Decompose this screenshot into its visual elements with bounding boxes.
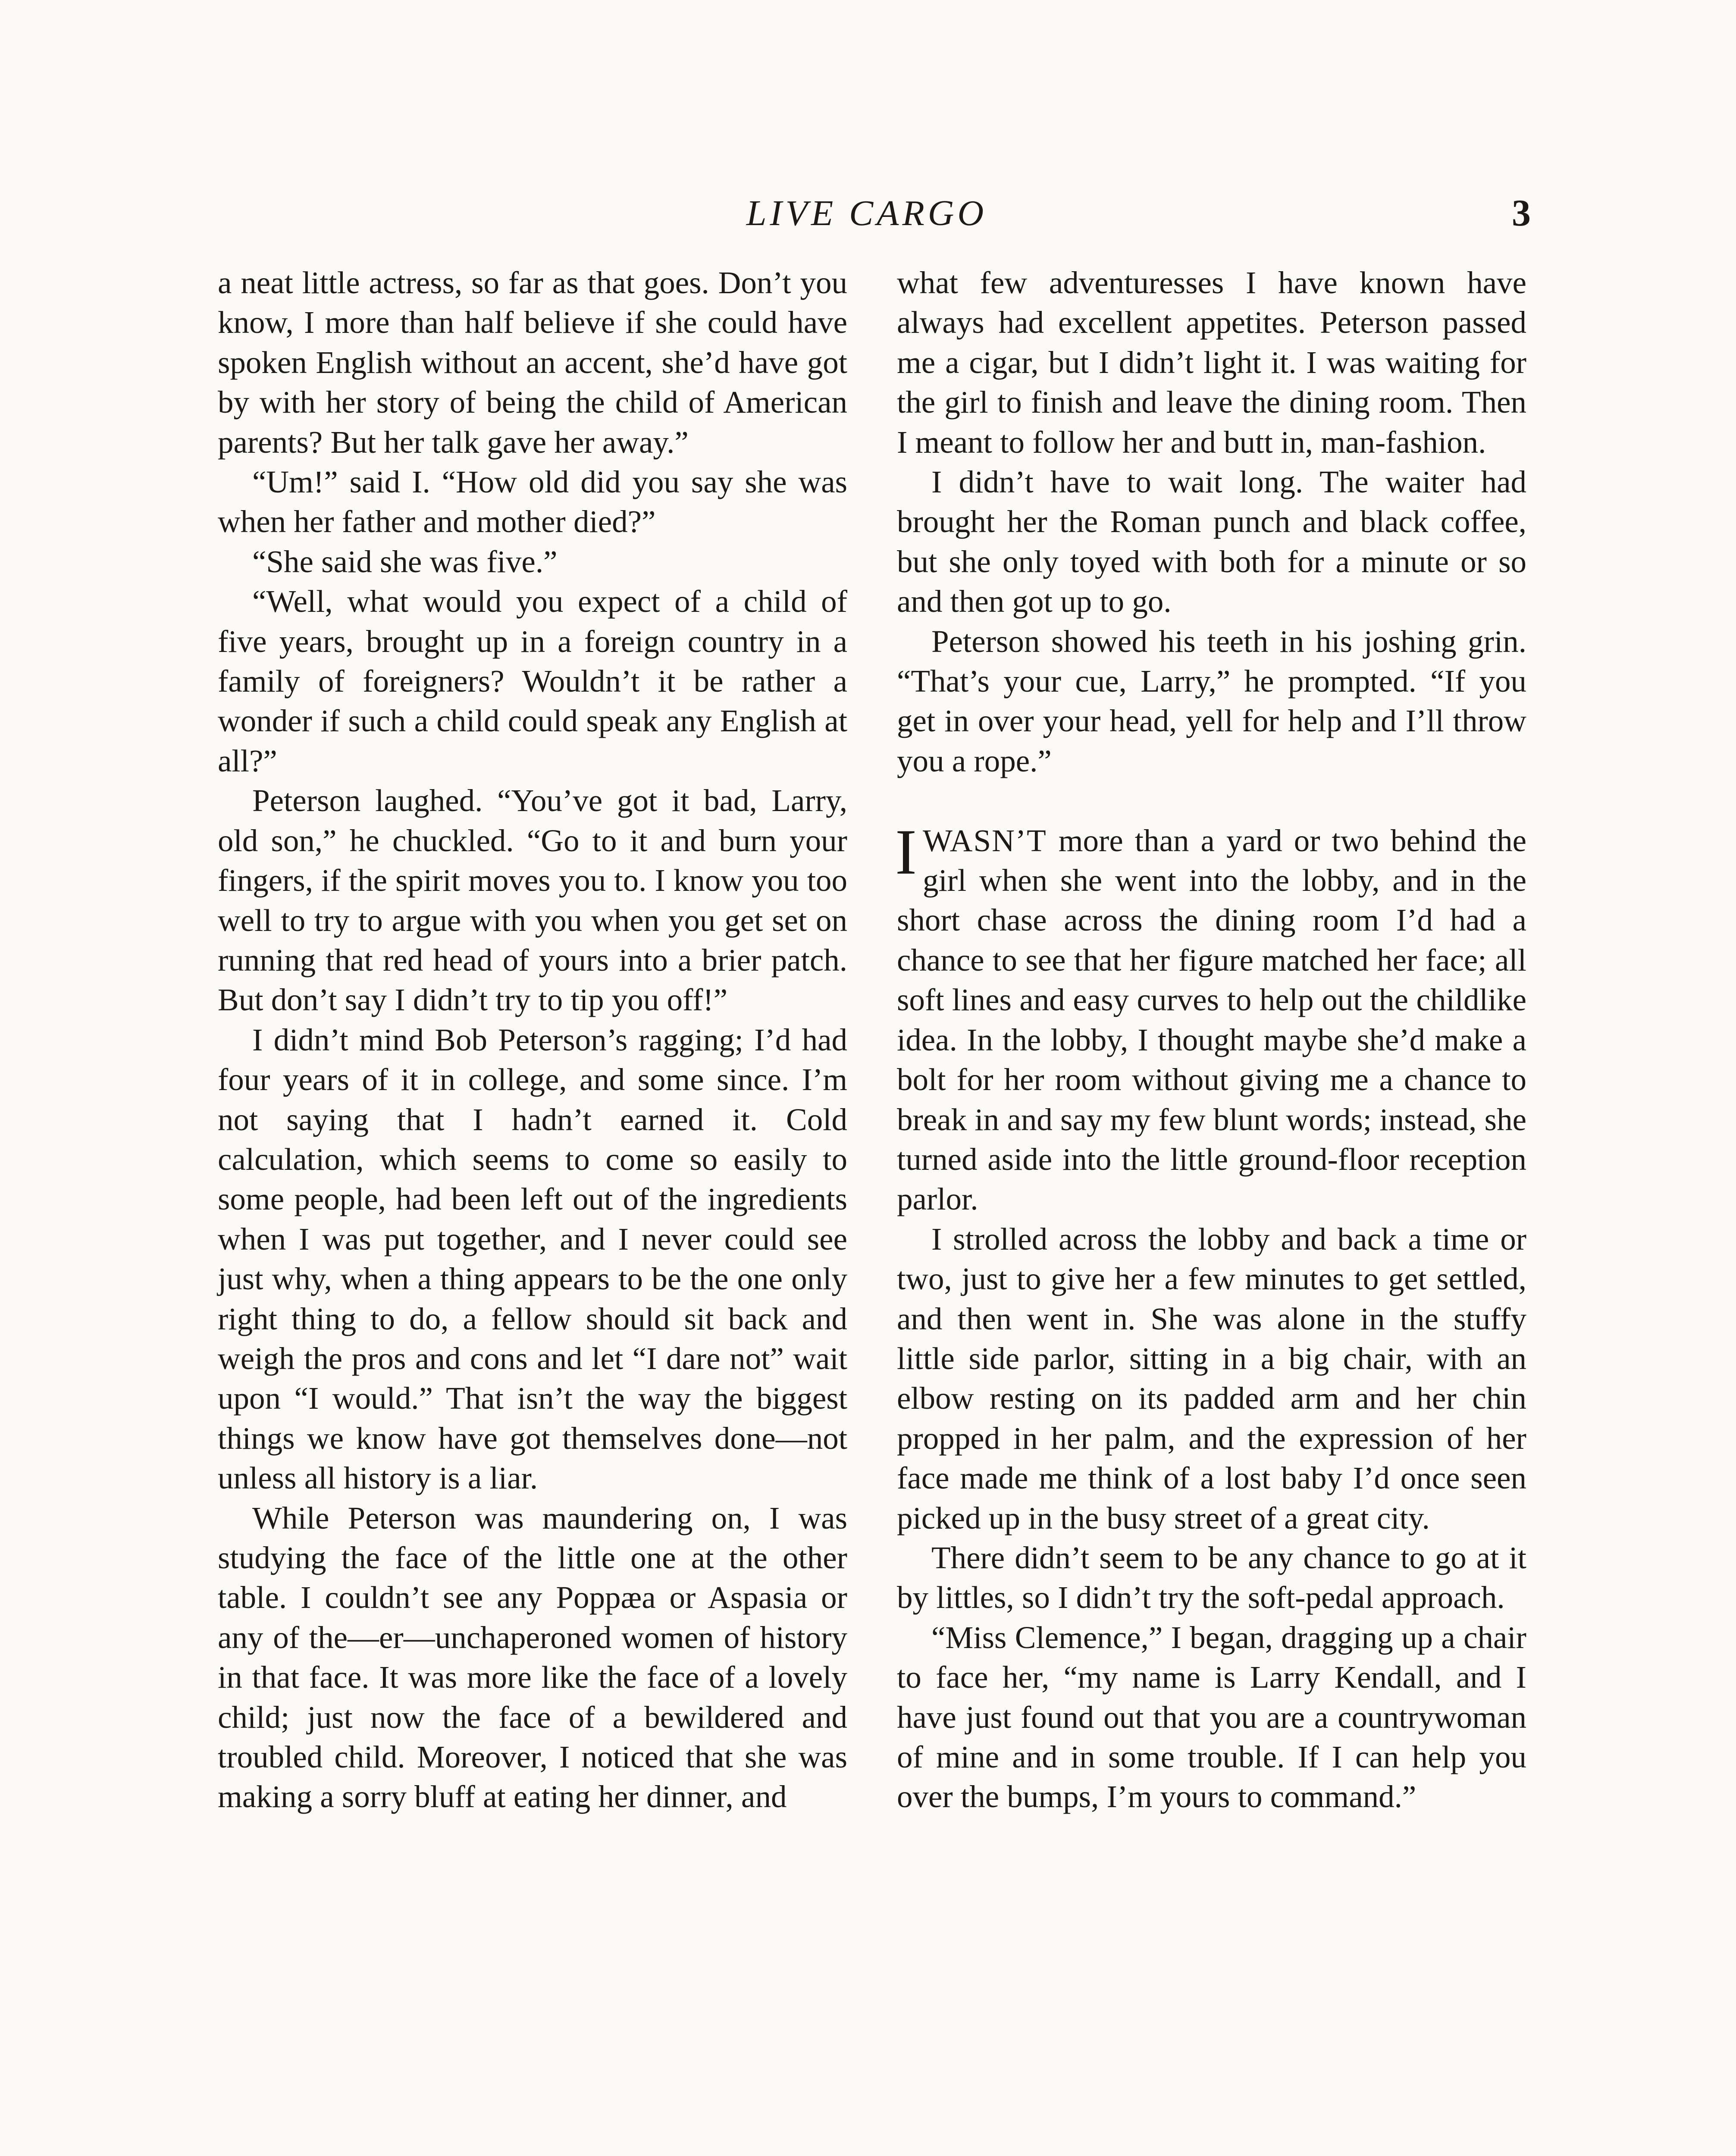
running-title: LIVE CARGO [746,193,987,233]
page-number: 3 [1512,192,1531,234]
paragraph: “Miss Clemence,” I began, dragging up a chair to face her, “my name is Larry Kendall, and I have just found out that you are a countrywoman of mine and in some trouble. If I can help you over the bumps, I’m yours to command.” [897,1620,1526,1814]
paragraph: I didn’t have to wait long. The waiter had brought her the Roman punch and black coffee, but she only toyed with both for a minute or so and then got up to go. [897,464,1526,619]
paragraph: Peterson showed his teeth in his joshing grin. “That’s your cue, Larry,” he prompted. “If you get in over your head, yell for help and I’ll throw you a rope.” [897,624,1526,778]
paragraph: I strolled across the lobby and back a time or two, just to give her a few minutes to get settled, and then went in. She was alone in the stuffy little side parlor, sitting in a big chair, with an elbow resting on its padded arm and her chin propped in her palm, and the expression of her face made me think of a lost baby I’d once seen picked up in the busy street of a great city. [897,1221,1526,1536]
paragraph: “She said she was five.” [252,544,558,579]
paragraph: While Peterson was maundering on, I was studying the face of the little one at the other table. I couldn’t see any Poppæa or Aspasia or any of the—er—unchaperoned women of history in that face. It was more like the face of a lovely child; just now the face of a bewildered and troubled child. Moreover, I noticed that she was making a sorry bluff at eating her dinner, and [218,1500,847,1814]
paragraph: “Um!” said I. “How old did you say she was when her father and mother died?” [218,464,847,539]
paragraph-continued: what few adventuresses I have known have always had excellent appetites. Peterson passed me a cigar, but I didn’t light it. I was waiting for the girl to finish and leave the dining room. Then I meant to follow her and butt in, man-fashion. [897,265,1526,460]
paragraph: “Well, what would you expect of a child of five years, brought up in a foreign country in a family of foreigners? Wouldn’t it be rather a wonder if such a child could speak any English at all?” [218,584,847,778]
page-header [0,185,1736,241]
right-column [897,263,1526,1817]
dropcap-paragraph-text: more than a yard or two behind the girl when she went into the lobby, and in the short chase across the dining room I’d had a chance to see that her figure matched her face; all soft lines and easy curves to help out the childlike idea. In the lobby, I thought maybe she’d make a bolt for her room without giving me a chance to break in and say my few blunt words; instead, she turned aside into the little ground-floor reception parlor. [897,823,1526,1217]
dropcap-paragraph [895,816,1526,1219]
left-column [218,263,847,1817]
paragraph: There didn’t seem to be any chance to go at it by littles, so I didn’t try the soft-pedal approach. [897,1540,1526,1615]
lead-in-text: WASN’T [922,823,1047,858]
section-break [897,781,1526,821]
paragraph-continued: a neat little actress, so far as that goes. Don’t you know, I more than half believe if she could have spoken English without an accent, she’d have got by with her story of being the child of American parents? But her talk gave her away.” [218,265,847,460]
paragraph: I didn’t mind Bob Peterson’s ragging; I’d had four years of it in college, and some since. I’m not saying that I hadn’t earned it. Cold calculation, which seems to come so easily to some people, had been left out of the ingredients when I was put together, and I never could see just why, when a thing appears to be the one only right thing to do, a fellow should sit back and weigh the pros and cons and let “I dare not” wait upon “I would.” That isn’t the way the biggest things we know have got themselves done—not unless all history is a liar. [218,1022,847,1496]
paragraph: Peterson laughed. “You’ve got it bad, Larry, old son,” he chuckled. “Go to it and burn your fingers, if the spirit moves you to. I know you too well to try to argue with you when you get set on running that red head of yours into a brier patch. But don’t say I didn’t try to tip you off!” [218,783,847,1018]
drop-cap: I [895,816,917,888]
